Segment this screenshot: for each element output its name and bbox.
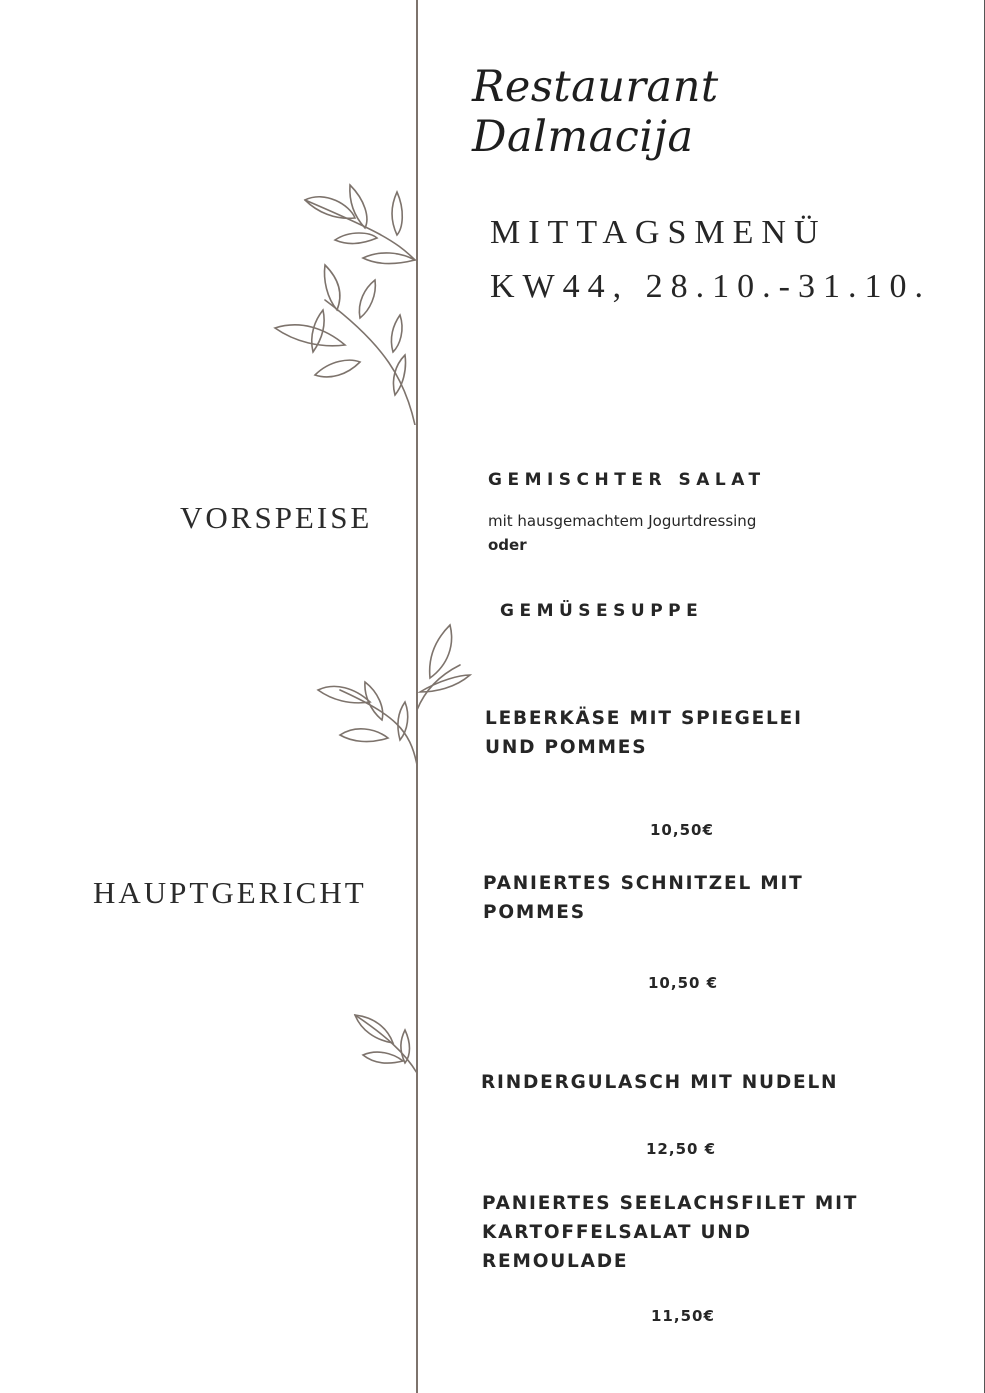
- dish-name-line: REMOULADE: [482, 1251, 629, 1272]
- starter-salad-note: [488, 509, 756, 557]
- dish-price: 10,50€: [650, 821, 714, 839]
- starter-salad-name: GEMISCHTER SALAT: [488, 470, 766, 490]
- dish-name-line: RINDERGULASCH MIT NUDELN: [481, 1072, 839, 1093]
- starter-soup-name: GEMÜSESUPPE: [500, 601, 704, 621]
- section-label-main: HAUPTGERICHT: [93, 875, 367, 910]
- or-word: oder: [488, 536, 527, 554]
- dish-price: 10,50 €: [648, 974, 719, 992]
- dish-name-line: KARTOFFELSALAT UND: [482, 1222, 752, 1243]
- dish-name-line: PANIERTES SCHNITZEL MIT: [483, 873, 804, 894]
- section-label-starter: VORSPEISE: [180, 500, 373, 535]
- salad-note-text: mit hausgemachtem Jogurtdressing: [488, 512, 757, 530]
- dish-item: [481, 1068, 901, 1097]
- dish-name-line: UND POMMES: [485, 737, 648, 758]
- dish-name-line: POMMES: [483, 902, 586, 923]
- dish-item: [485, 704, 905, 762]
- leaf-branch-icon: [345, 1005, 420, 1075]
- leaf-branch-icon: [265, 180, 420, 425]
- menu-title-line1: MITTAGSMENÜ: [490, 214, 827, 251]
- dish-item: [483, 869, 903, 927]
- dish-name-line: PANIERTES SEELACHSFILET MIT: [482, 1193, 859, 1214]
- menu-title: [490, 206, 931, 314]
- menu-title-line2: KW44, 28.10.-31.10.: [490, 268, 931, 305]
- dish-price: 11,50€: [651, 1307, 715, 1325]
- dish-name-line: LEBERKÄSE MIT SPIEGELEI: [485, 708, 803, 729]
- dish-item: [482, 1189, 902, 1276]
- restaurant-name: Restaurant Dalmacija: [472, 62, 719, 162]
- leaf-branch-icon: [310, 620, 480, 765]
- dish-price: 12,50 €: [646, 1140, 717, 1158]
